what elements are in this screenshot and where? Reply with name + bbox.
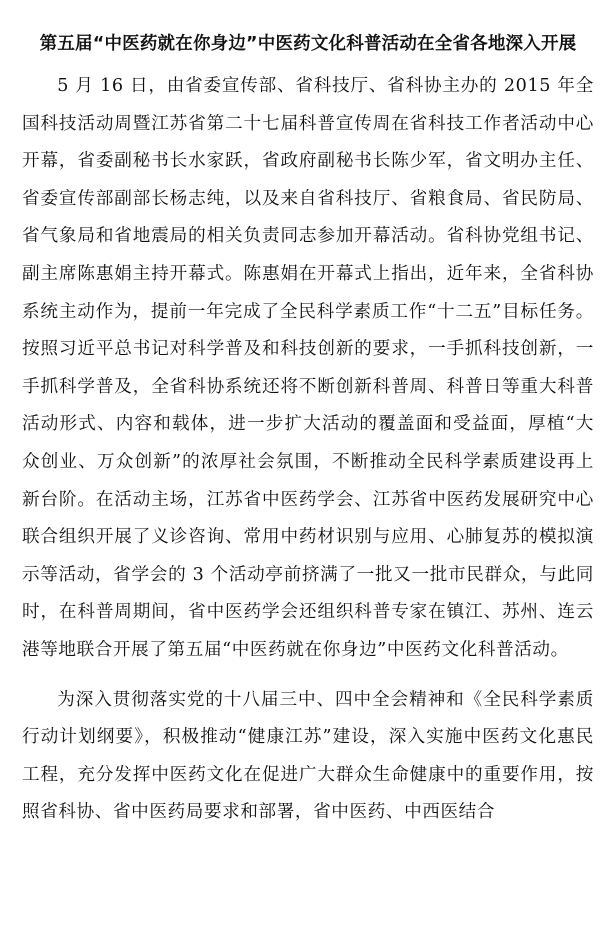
body-paragraph-2: 为深入贯彻落实党的十八届三中、四中全会精神和《全民科学素质行动计划纲要》，积极推动“健康江苏”建设，深入实施中医药文化惠民工程，充分发挥中医药文化在促进广大群众生命健康中的重要作用，按照省科协、省中医药局要求和部署，省中医药、中西医结合	[22, 689, 594, 823]
document-page	[22, 30, 594, 832]
body-paragraph-1: 5 月 16 日，由省委宣传部、省科技厅、省科协主办的 2015 年全国科技活动周暨江苏省第二十七届科普宣传周在省科技工作者活动中心开幕，省委副秘书长水家跃，省政府副秘书长陈少军，省文明办主任、省委宣传部副部长杨志纯，以及来自省科技厅、省粮食局、省民防局、省气象局和省地震局的相关负责同志参加开幕活动。省科协党组书记、副主席陈惠娟主持开幕式。陈惠娟在开幕式上指出，近年来，全省科协系统主动作为，提前一年完成了全民科学素质工作“十二五”目标任务。按照习近平总书记对科学普及和科技创新的要求，一手抓科技创新，一手抓科学普及，全省科协系统还将不断创新科普周、科普日等重大科普活动形式、内容和载体，进一步扩大活动的覆盖面和受益面，厚植“大众创业、万众创新”的浓厚社会氛围，不断推动全民科学素质建设再上新台阶。在活动主场，江苏省中医药学会、江苏省中医药发展研究中心联合组织开展了义诊咨询、常用中药材识别与应用、心肺复苏的模拟演示等活动，省学会的 3 个活动亭前挤满了一批又一批市民群众，与此同时，在科普周期间，省中医药学会还组织科普专家在镇江、苏州、连云港等地联合开展了第五届“中医药就在你身边”中医药文化科普活动。	[22, 76, 594, 660]
article-title: 第五届“中医药就在你身边”中医药文化科普活动在全省各地深入开展	[39, 34, 577, 54]
